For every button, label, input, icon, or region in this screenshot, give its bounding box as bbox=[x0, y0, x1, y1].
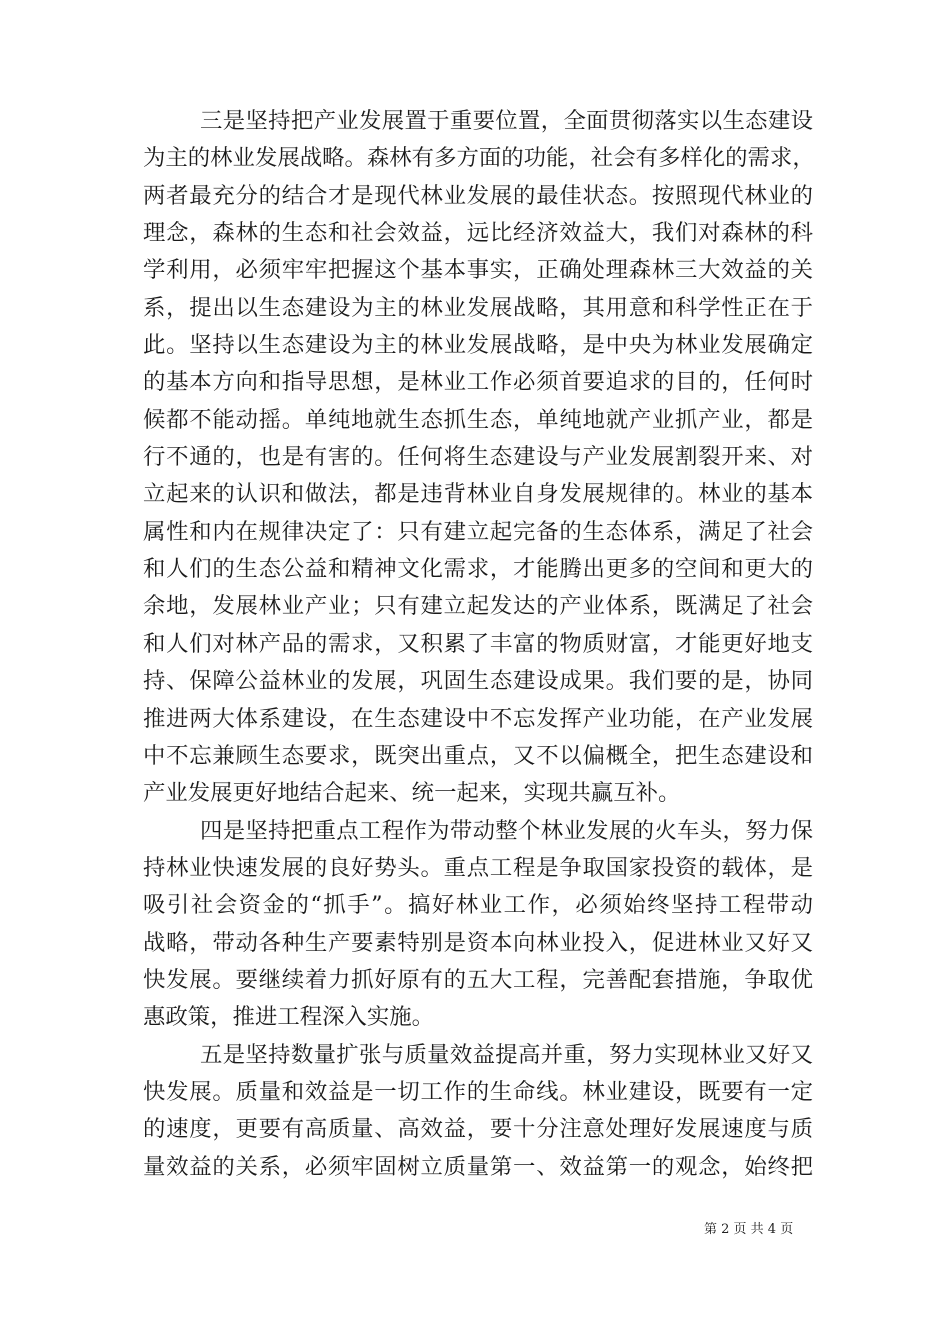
text-line: 行不通的，也是有害的。任何将生态建设与产业发展割裂开来、对 bbox=[143, 444, 813, 471]
text-line: 吸引社会资金的“抓手”。搞好林业工作，必须始终坚持工程带动 bbox=[143, 892, 813, 919]
text-line: 快发展。要继续着力抓好原有的五大工程，完善配套措施，争取优 bbox=[143, 966, 813, 993]
text-line: 战略，带动各种生产要素特别是资本向林业投入，促进林业又好又 bbox=[143, 929, 813, 956]
text-line: 学利用，必须牢牢把握这个基本事实，正确处理森林三大效益的关 bbox=[143, 257, 813, 284]
text-line: 系，提出以生态建设为主的林业发展战略，其用意和科学性正在于 bbox=[143, 294, 813, 321]
text-line: 四是坚持把重点工程作为带动整个林业发展的火车头，努力保 bbox=[200, 817, 813, 844]
text-line: 立起来的认识和做法，都是违背林业自身发展规律的。林业的基本 bbox=[143, 481, 813, 508]
text-line: 快发展。质量和效益是一切工作的生命线。林业建设，既要有一定 bbox=[143, 1078, 813, 1105]
text-line: 中不忘兼顾生态要求，既突出重点，又不以偏概全，把生态建设和 bbox=[143, 742, 813, 769]
text-line: 三是坚持把产业发展置于重要位置，全面贯彻落实以生态建设 bbox=[200, 108, 813, 134]
paragraph bbox=[143, 103, 813, 813]
text-line: 推进两大体系建设，在生态建设中不忘发挥产业功能，在产业发展 bbox=[143, 705, 813, 732]
text-line: 持林业快速发展的良好势头。重点工程是争取国家投资的载体，是 bbox=[143, 854, 813, 881]
text-line: 和人们的生态公益和精神文化需求，才能腾出更多的空间和更大的 bbox=[143, 556, 813, 583]
text-line: 为主的林业发展战略。森林有多方面的功能，社会有多样化的需求， bbox=[143, 145, 815, 172]
text-line: 候都不能动摇。单纯地就生态抓生态，单纯地就产业抓产业，都是 bbox=[143, 406, 813, 433]
text-line: 五是坚持数量扩张与质量效益提高并重，努力实现林业又好又 bbox=[200, 1041, 813, 1068]
paragraph bbox=[143, 813, 813, 1037]
text-line: 两者最充分的结合才是现代林业发展的最佳状态。按照现代林业的 bbox=[143, 182, 813, 209]
text-line: 惠政策，推进工程深入实施。 bbox=[143, 1004, 435, 1031]
text-line: 的基本方向和指导思想，是林业工作必须首要追求的目的，任何时 bbox=[143, 369, 813, 396]
text-line: 产业发展更好地结合起来、统一起来，实现共赢互补。 bbox=[143, 780, 681, 807]
text-line: 量效益的关系，必须牢固树立质量第一、效益第一的观念，始终把 bbox=[143, 1153, 813, 1180]
paragraph bbox=[143, 1037, 813, 1186]
text-line: 的速度，更要有高质量、高效益，要十分注意处理好发展速度与质 bbox=[143, 1116, 813, 1143]
text-line: 和人们对林产品的需求，又积累了丰富的物质财富，才能更好地支 bbox=[143, 630, 813, 657]
body-text bbox=[143, 103, 813, 1186]
text-line: 理念，森林的生态和社会效益，远比经济效益大，我们对森林的科 bbox=[143, 220, 813, 247]
text-line: 此。坚持以生态建设为主的林业发展战略，是中央为林业发展确定 bbox=[143, 332, 813, 359]
page-number: 第 2 页 共 4 页 bbox=[704, 1222, 794, 1237]
text-line: 属性和内在规律决定了：只有建立起完备的生态体系，满足了社会 bbox=[143, 518, 813, 545]
text-line: 持、保障公益林业的发展，巩固生态建设成果。我们要的是，协同 bbox=[143, 668, 813, 695]
text-line: 余地，发展林业产业；只有建立起发达的产业体系，既满足了社会 bbox=[143, 593, 813, 620]
